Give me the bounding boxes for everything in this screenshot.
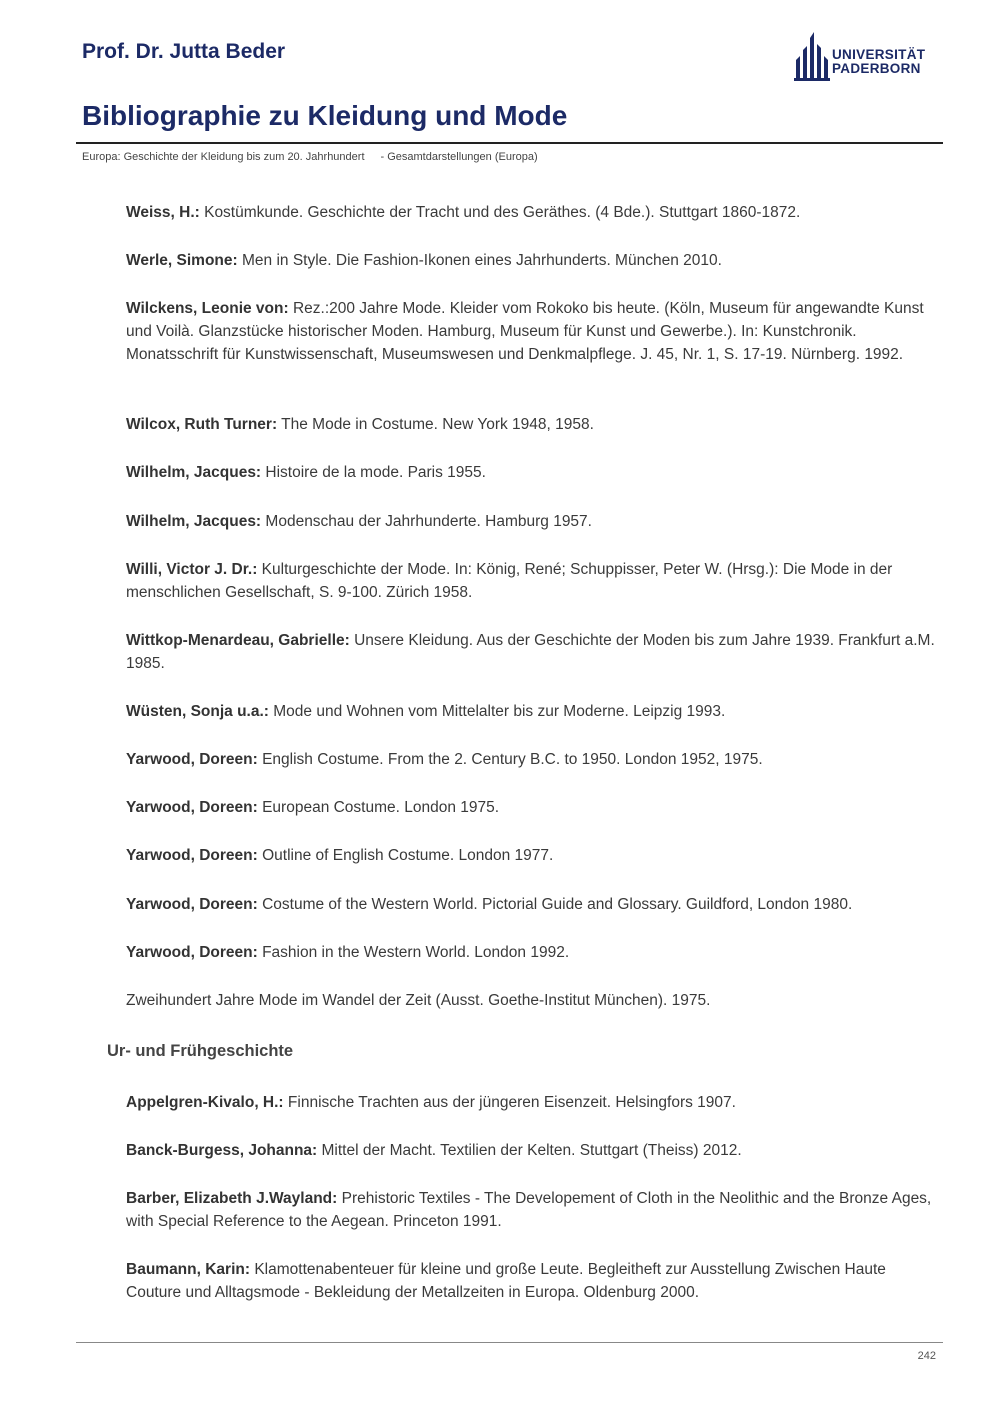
entry-text: Mittel der Macht. Textilien der Kelten. Stuttgart (Theiss) 2012. (317, 1142, 742, 1159)
bibliography-entry (126, 1258, 936, 1304)
entry-text: Zweihundert Jahre Mode im Wandel der Zeit (Ausst. Goethe-Institut München). 1975. (126, 992, 711, 1009)
bibliography-entry (126, 413, 936, 436)
bibliography-entry (126, 941, 936, 964)
entry-text: Fashion in the Western World. London 1992. (257, 944, 570, 961)
entry-author: Wittkop-Menardeau, Gabrielle: (126, 632, 350, 649)
breadcrumb (82, 151, 538, 163)
section-heading: Ur- und Frühgeschichte (107, 1042, 294, 1060)
entry-text: Unsere Kleidung. Aus der Geschichte der Moden bis zum Jahre 1939. Frankfurt a.M. 1985. (126, 632, 935, 672)
bibliography-entry (126, 1187, 936, 1233)
entry-text: Kostümkunde. Geschichte der Tracht und des Geräthes. (4 Bde.). Stuttgart 1860-1872. (199, 204, 801, 221)
entry-author: Weiss, H.: (126, 204, 200, 221)
bibliography-entry (126, 461, 936, 484)
entry-author: Yarwood, Doreen: (126, 799, 258, 816)
entry-author: Wilhelm, Jacques: (126, 513, 262, 530)
bibliography-entry (126, 748, 936, 771)
logo-line2: PADERBORN (832, 61, 921, 76)
bibliography-entry (126, 844, 936, 867)
logo-line1: UNIVERSITÄT (832, 47, 926, 62)
bibliography-entry (126, 989, 936, 1012)
bibliography-entry (126, 1139, 936, 1162)
breadcrumb-part1: Europa: Geschichte der Kleidung bis zum 20. Jahrhundert (82, 151, 365, 163)
entry-text: Kulturgeschichte der Mode. In: König, René; Schuppisser, Peter W. (Hrsg.): Die Mode in der menschlichen Gesellschaft, S. 9-100. Zürich 1958. (126, 561, 893, 601)
entry-text: Mode und Wohnen vom Mittelalter bis zur Moderne. Leipzig 1993. (268, 703, 726, 720)
entry-author: Appelgren-Kivalo, H.: (126, 1094, 284, 1111)
entry-author: Wilcox, Ruth Turner: (126, 416, 278, 433)
bibliography-entry (126, 629, 936, 675)
entry-author: Wilhelm, Jacques: (126, 464, 262, 481)
entry-text: The Mode in Costume. New York 1948, 1958. (277, 416, 594, 433)
bibliography-entry (126, 893, 936, 916)
entry-text: Prehistoric Textiles - The Developement of Cloth in the Neolithic and the Bronze Ages, with Special Reference to the Aegean. Princeton 1991. (126, 1190, 932, 1230)
entry-author: Willi, Victor J. Dr.: (126, 561, 258, 578)
entry-author: Wilckens, Leonie von: (126, 300, 289, 317)
entry-text: Modenschau der Jahrhunderte. Hamburg 1957. (261, 513, 592, 530)
entry-author: Banck-Burgess, Johanna: (126, 1142, 318, 1159)
bibliography-entry (126, 700, 936, 723)
university-logo (794, 30, 944, 82)
footer-divider (76, 1342, 943, 1343)
bibliography-entry (126, 558, 936, 604)
entry-author: Baumann, Karin: (126, 1261, 251, 1278)
logo-text (832, 48, 925, 76)
bibliography-entry (126, 1091, 936, 1114)
entry-text: English Costume. From the 2. Century B.C. to 1950. London 1952, 1975. (257, 751, 763, 768)
entry-text: Rez.:200 Jahre Mode. Kleider vom Rokoko bis heute. (Köln, Museum für angewandte Kunst und Voilà. Glanzstücke historischer Moden. Hamburg, Museum für Kunst und Gewerbe.). In: Kunstchronik. Monatsschrift für Kunstwissenschaft, Museumswesen und Denkmalpflege. J. 45, Nr. 1, S. 17-19. Nürnberg. 1992. (126, 300, 924, 363)
entry-author: Wüsten, Sonja u.a.: (126, 703, 269, 720)
page-number: 242 (917, 1350, 936, 1362)
entry-text: Finnische Trachten aus der jüngeren Eisenzeit. Helsingfors 1907. (283, 1094, 736, 1111)
bibliography-entry (126, 796, 936, 819)
entry-text: Costume of the Western World. Pictorial Guide and Glossary. Guildford, London 1980. (257, 896, 853, 913)
header-divider (76, 142, 943, 144)
bibliography-entry (126, 201, 936, 224)
page-title: Bibliographie zu Kleidung und Mode (82, 100, 568, 131)
entry-text: European Costume. London 1975. (257, 799, 500, 816)
entry-text: Outline of English Costume. London 1977. (257, 847, 554, 864)
entry-text: Klamottenabenteuer für kleine und große Leute. Begleitheft zur Ausstellung Zwischen Haute Couture und Alltagsmode - Bekleidung der Metallzeiten in Europa. Oldenburg 2000. (126, 1261, 886, 1301)
entry-author: Yarwood, Doreen: (126, 896, 258, 913)
bibliography-entry (126, 297, 936, 366)
author-header: Prof. Dr. Jutta Beder (82, 40, 286, 63)
entry-author: Barber, Elizabeth J.Wayland: (126, 1190, 338, 1207)
entry-author: Yarwood, Doreen: (126, 847, 258, 864)
entry-author: Yarwood, Doreen: (126, 944, 258, 961)
entry-author: Yarwood, Doreen: (126, 751, 258, 768)
breadcrumb-part2: - Gesamtdarstellungen (Europa) (380, 151, 538, 163)
entry-text: Histoire de la mode. Paris 1955. (261, 464, 486, 481)
bibliography-entry (126, 249, 936, 272)
bibliography-entry (126, 510, 936, 533)
entry-text: Men in Style. Die Fashion-Ikonen eines Jahrhunderts. München 2010. (237, 252, 722, 269)
university-logo-icon (794, 30, 830, 82)
entry-author: Werle, Simone: (126, 252, 238, 269)
